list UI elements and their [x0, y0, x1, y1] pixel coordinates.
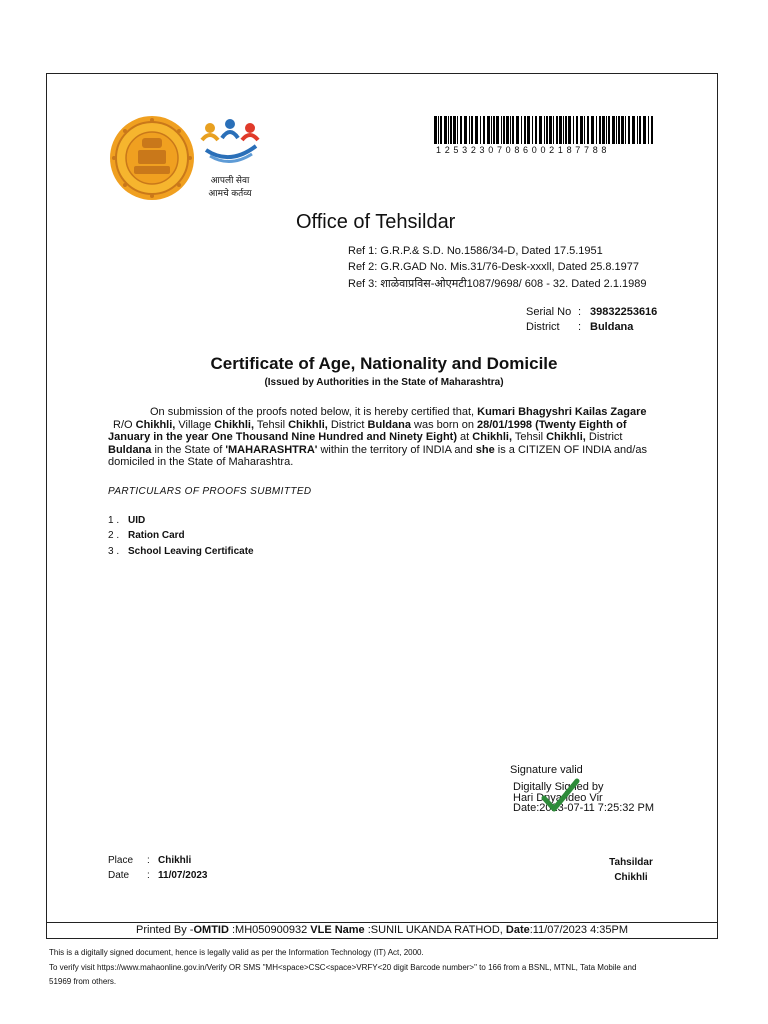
district-colon: : — [578, 321, 582, 333]
place-label: Place — [108, 855, 134, 866]
digital-signature-block: Digitally Signed by Hari Dnyandeo Vir Date:2023-07-11 7:25:32 PM — [513, 781, 655, 814]
reference-2: Ref 2: G.R.GAD No. Mis.31/76-Desk-xxxll, Dated 25.8.1977 — [348, 261, 640, 273]
proof-item: 3 . School Leaving Certificate — [108, 546, 254, 557]
proof-item: 1 . UID — [108, 515, 146, 526]
certificate-body: On submission of the proofs noted below, it is hereby certified that, Kumari Bhagyshri Kailas Zagare R/O Chikhli, Village Chikhli, Tehsil Chikhli, District Buldana was born on 28/01/1998 (Twenty Eighth of January in the year One Thousand Nine Hundred and Ninety Eight) at Chikhli, Tehsil Chikhli, District Buldana in the State of 'MAHARASHTRA' within the territory of INDIA and she is a CITIZEN OF INDIA and/as domiciled in the State of Maharashtra. — [108, 406, 647, 468]
district-label: District — [526, 321, 560, 333]
date-label: Date — [108, 870, 130, 881]
date-colon: : — [147, 870, 150, 881]
barcode-number: 12532307086002187788 — [436, 145, 611, 155]
verify-instructions: To verify visit https://www.mahaonline.gov.in/Verify OR SMS "MH<space>CSC<space>VRFY<20 digit Barcode number>" to 166 from a BSNL, MTNL, Tata Mobile and — [49, 963, 637, 972]
verify-instructions-continued: 51969 from others. — [49, 977, 117, 986]
tehsildar-place: Chikhli — [614, 872, 648, 883]
serial-colon: : — [578, 306, 582, 318]
printed-divider — [46, 922, 718, 923]
place-colon: : — [147, 855, 150, 866]
date-value: 11/07/2023 — [158, 870, 208, 881]
tehsildar-title: Tahsildar — [609, 857, 653, 868]
serial-number: 39832253616 — [590, 306, 658, 318]
maharashtra-seal-icon — [108, 114, 196, 202]
barcode — [434, 116, 654, 144]
people-hands-icon — [196, 116, 264, 166]
signature-valid-text: Signature valid — [510, 764, 583, 776]
date-of-birth: 28/01/1998 (Twenty Eighth of January in the year One Thousand Nine Hundred and Ninety Eight) — [108, 418, 627, 443]
particulars-heading: PARTICULARS OF PROOFS SUBMITTED — [108, 486, 312, 497]
check-mark-icon — [540, 776, 580, 816]
logo-tagline-2: आमचे कर्तव्य — [208, 188, 252, 198]
aapli-seva-logo — [196, 116, 264, 198]
logo-tagline-1: आपली सेवा — [210, 175, 250, 185]
office-title: Office of Tehsildar — [296, 211, 456, 233]
reference-1: Ref 1: G.R.P.& S.D. No.1586/34-D, Dated 17.5.1951 — [348, 245, 603, 257]
holder-name: Kumari Bhagyshri Kailas Zagare — [477, 406, 647, 418]
certificate-subtitle: (Issued by Authorities in the State of Maharashtra) — [264, 377, 504, 388]
proof-item: 2 . Ration Card — [108, 530, 185, 541]
reference-3: Ref 3: शाळेवाप्रविस-ओएमटी1087/9698/ 608 - 32. Dated 2.1.1989 — [348, 278, 647, 290]
place-value: Chikhli — [158, 855, 192, 866]
printed-by-line: Printed By -OMTID :MH050900932 VLE Name :SUNIL UKANDA RATHOD, Date:11/07/2023 4:35PM — [136, 924, 628, 936]
serial-label: Serial No — [526, 306, 572, 318]
legal-notice: This is a digitally signed document, hence is legally valid as per the Information Technology (IT) Act, 2000. — [49, 948, 424, 957]
district-value: Buldana — [590, 321, 634, 333]
certificate-title: Certificate of Age, Nationality and Domicile — [210, 354, 558, 373]
